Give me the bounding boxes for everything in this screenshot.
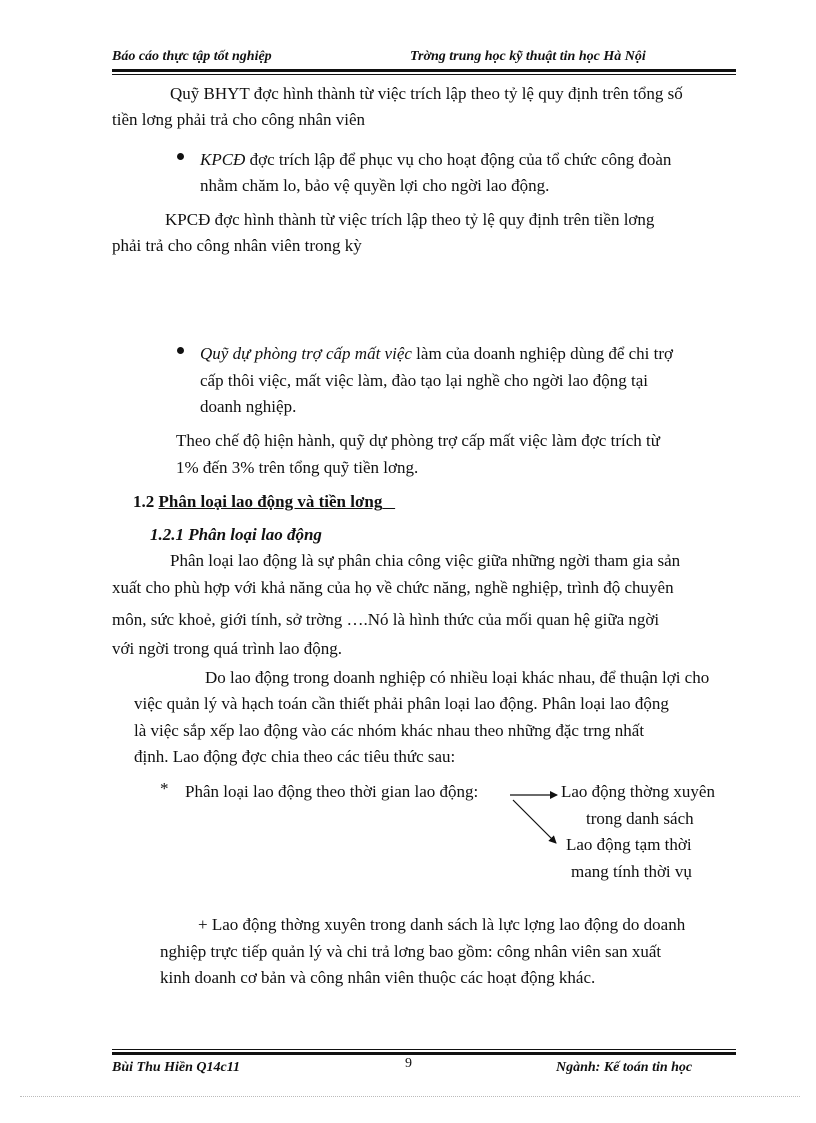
paragraph-line: việc quản lý và hạch toán cần thiết phải phân loại lao động. Phân loại lao động: [134, 694, 669, 713]
page-number: 9: [405, 1056, 412, 1071]
subsection-heading: 1.2.1 Phân loại lao động: [150, 525, 322, 544]
footer-rule-thick: [112, 1052, 736, 1055]
paragraph-line: KPCĐ đợc hình thành từ việc trích lập theo tỷ lệ quy định trên tiền lơng: [165, 210, 655, 229]
paragraph-line: kinh doanh cơ bản và công nhân viên thuộc các hoạt động khác.: [160, 968, 596, 987]
bullet-line: nhằm chăm lo, bảo vệ quyền lợi cho ngời lao động.: [200, 176, 550, 195]
page-edge-dotted-line: [20, 1096, 800, 1097]
footer-left: Bùi Thu Hiền Q14c11: [112, 1060, 240, 1075]
bullet-term: KPCĐ: [200, 150, 246, 169]
bullet-line: doanh nghiệp.: [200, 397, 297, 416]
bullet-line: cấp thôi việc, mất việc làm, đào tạo lại nghề cho ngời lao động tại: [200, 371, 649, 390]
classification-item: Lao động tạm thời: [566, 835, 692, 854]
classification-item: mang tính thời vụ: [571, 862, 692, 881]
bullet-text: đợc trích lập để phục vụ cho hoạt động của tổ chức công đoàn: [245, 150, 672, 169]
paragraph-line: xuất cho phù hợp với khả năng của họ về chức năng, nghề nghiệp, trình độ chuyên: [112, 578, 674, 597]
paragraph-line: 1% đến 3% trên tổng quỹ tiền lơng.: [176, 458, 419, 477]
section-number: 1.2: [133, 492, 155, 511]
classification-item: trong danh sách: [586, 809, 694, 828]
header-right: Trờng trung học kỹ thuật tin học Hà Nội: [410, 49, 646, 64]
paragraph-line: Do lao động trong doanh nghiệp có nhiều loại khác nhau, để thuận lợi cho: [205, 668, 710, 687]
star-marker: *: [160, 779, 169, 798]
header-left: Báo cáo thực tập tốt nghiệp: [112, 49, 272, 64]
bullet-term: Quỹ dự phòng trợ cấp mất việc: [200, 344, 412, 363]
paragraph-line: với ngời trong quá trình lao động.: [112, 639, 342, 658]
footer-rule-thin: [112, 1049, 736, 1050]
classification-label: Phân loại lao động theo thời gian lao động:: [185, 782, 479, 801]
footer-right: Ngành: Kế toán tin học: [556, 1060, 693, 1075]
bullet-text: làm của doanh nghiệp dùng để chi trợ: [411, 344, 674, 363]
paragraph-line: môn, sức khoẻ, giới tính, sở trờng ….Nó là hình thức của mối quan hệ giữa ngời: [112, 610, 660, 629]
classification-item: Lao động thờng xuyên: [561, 782, 715, 801]
paragraph-line: tiền lơng phải trả cho công nhân viên: [112, 110, 366, 129]
arrow-diagonal: [513, 800, 556, 843]
paragraph-line: + Lao động thờng xuyên trong danh sách là lực lợng lao động do doanh: [198, 915, 686, 934]
paragraph-line: Theo chế độ hiện hành, quỹ dự phòng trợ cấp mất việc làm đợc trích từ: [176, 431, 660, 450]
paragraph-line: phải trả cho công nhân viên trong kỳ: [112, 236, 362, 255]
paragraph-line: Quỹ BHYT đợc hình thành từ việc trích lập theo tỷ lệ quy định trên tổng số: [170, 84, 683, 103]
paragraph-line: là việc sắp xếp lao động vào các nhóm khác nhau theo những đặc trng nhất: [134, 721, 645, 740]
paragraph-line: Phân loại lao động là sự phân chia công việc giữa những ngời tham gia sản: [170, 551, 681, 570]
paragraph-line: nghiệp trực tiếp quản lý và chi trả lơng bao gồm: công nhân viên san xuất: [160, 942, 662, 961]
section-title: Phân loại lao động và tiền lơng: [158, 492, 383, 511]
paragraph-line: định. Lao động đợc chia theo các tiêu thức sau:: [134, 747, 456, 766]
